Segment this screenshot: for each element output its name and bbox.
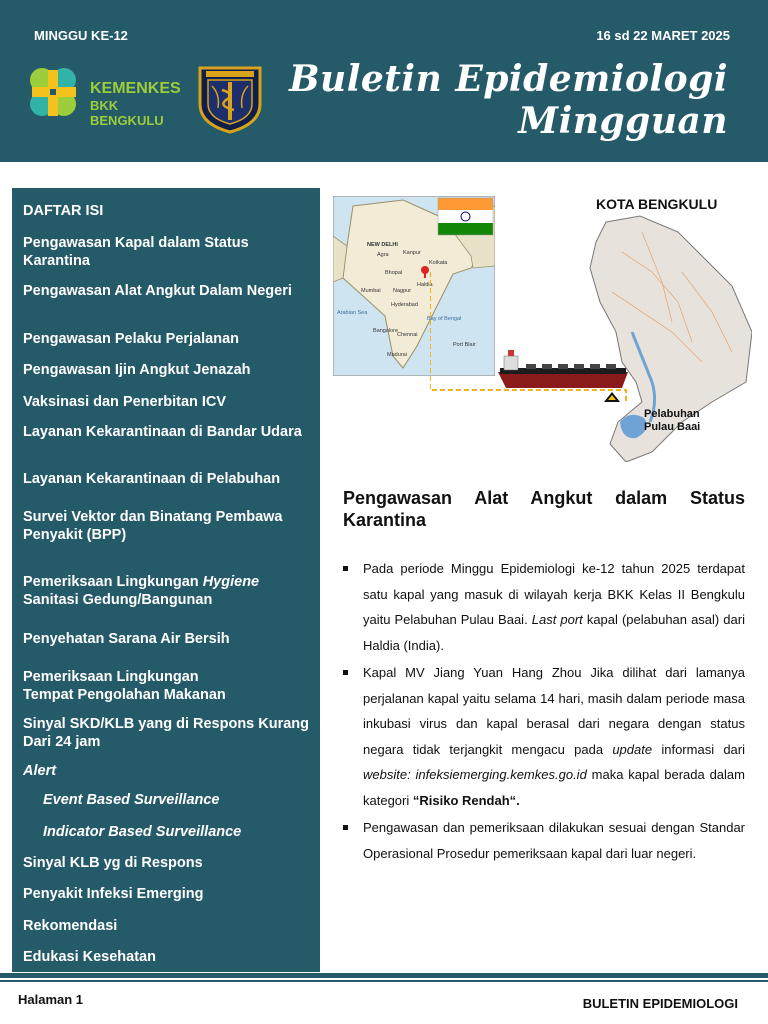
toc-item[interactable]: Sinyal SKD/KLB yang di Respons Kurang Dari 24 jam xyxy=(23,716,310,750)
karantina-kesehatan-emblem xyxy=(196,64,264,134)
kemenkes-logo xyxy=(22,62,192,128)
toc-item[interactable]: Penyakit Infeksi Emerging xyxy=(23,886,204,902)
toc-item[interactable] xyxy=(23,573,313,609)
map-label: Agra xyxy=(377,252,389,258)
map-label: Bhopal xyxy=(385,270,403,276)
map-label: Nagpur xyxy=(393,288,412,294)
toc-item[interactable]: Sinyal KLB yg di Respons xyxy=(23,855,203,871)
toc-text: Sanitasi Gedung/Bangunan xyxy=(23,592,213,608)
bullet-paragraph xyxy=(343,815,745,866)
toc-item[interactable]: Pengawasan Kapal dalam Status Karantina xyxy=(23,235,249,269)
p2-text: informasi dari xyxy=(652,741,745,757)
port-label-line1: Pelabuhan xyxy=(644,408,700,420)
bullet-icon xyxy=(343,825,348,830)
section-title-line1: Pengawasan Alat Angkut dalam Status xyxy=(343,488,745,508)
map-label: Haldia xyxy=(417,282,433,288)
toc-item[interactable]: Vaksinasi dan Penerbitan ICV xyxy=(23,394,227,410)
p2-text: Kapal MV Jiang Yuan Hang Zhou Jika dilihat dari lamanya perjalanan kapal yaitu selama 14 hari, masih dalam periode masa inkubasi virus dan kapal berasal dari negara dengan status negara tidak terjangkit mengacu pada xyxy=(363,665,745,757)
map-label: Kolkata xyxy=(429,260,448,266)
p1-text: kapal (pelabuhan asal) dari Haldia (India). xyxy=(363,612,745,653)
toc-item[interactable]: Layanan Kekarantinaan di Pelabuhan xyxy=(23,471,281,487)
toc-text: Pemeriksaan Lingkungan xyxy=(23,574,199,590)
footer-rule-thin xyxy=(0,980,768,982)
footer-rule xyxy=(0,973,768,978)
table-of-contents xyxy=(12,188,320,972)
bullet-icon xyxy=(343,566,348,571)
toc-item[interactable]: Pengawasan Ijin Angkut Jenazah xyxy=(23,362,251,378)
bulletin-title-line2: Mingguan xyxy=(518,100,728,142)
toc-item[interactable]: Survei Vektor dan Binatang Pembawa Penyakit (BPP) xyxy=(23,509,283,543)
toc-subitem[interactable]: Indicator Based Surveillance xyxy=(43,824,242,840)
map-label: Arabian Sea xyxy=(337,310,368,316)
content-bullets xyxy=(343,556,745,868)
date-range: 16 sd 22 MARET 2025 xyxy=(596,28,730,43)
kota-bengkulu-label: KOTA BENGKULU xyxy=(596,196,718,212)
p2-italic: update xyxy=(612,741,653,757)
section-title-line2: Karantina xyxy=(343,510,427,530)
map-label: Bay of Bengal xyxy=(427,316,462,322)
toc-text: Pemeriksaan Lingkungan xyxy=(23,669,199,685)
footer-label: BULETIN EPIDEMIOLOGI xyxy=(582,996,738,1011)
toc-item[interactable]: Layanan Kekarantinaan di Bandar Udara xyxy=(23,424,302,440)
bullet-paragraph xyxy=(343,556,745,658)
toc-item[interactable]: Pengawasan Alat Angkut Dalam Negeri xyxy=(23,283,292,299)
map-label: Hyderabad xyxy=(391,302,418,308)
p1-italic: Last port xyxy=(531,612,583,627)
map-label: Mumbai xyxy=(361,288,381,294)
map-label: Bangalore xyxy=(373,328,399,334)
bullet-icon xyxy=(343,670,348,675)
map-label: Chennai xyxy=(397,332,418,338)
toc-item[interactable] xyxy=(23,668,313,704)
toc-item[interactable]: Rekomendasi xyxy=(23,918,118,934)
port-label xyxy=(644,408,700,434)
toc-text: Tempat Pengolahan Makanan xyxy=(23,687,226,703)
bulletin-title-line1: Buletin Epidemiologi xyxy=(289,58,728,100)
toc-item[interactable]: Penyehatan Sarana Air Bersih xyxy=(23,631,230,647)
bullet-paragraph xyxy=(343,660,745,813)
toc-item[interactable]: Pengawasan Pelaku Perjalanan xyxy=(23,331,239,347)
p2-text: maka kapal berada dalam kategori xyxy=(363,767,745,808)
p3-text: Pengawasan dan pemeriksaan dilakukan sesuai dengan Standar Operasional Prosedur pemeriksaan kapal dari luar negeri. xyxy=(363,820,745,861)
port-label-line2: Pulau Baai xyxy=(644,421,701,433)
map-label: NEW DELHI xyxy=(367,242,398,248)
toc-subitem[interactable]: Event Based Surveillance xyxy=(43,792,220,808)
header-banner xyxy=(0,0,768,162)
toc-item[interactable]: Alert xyxy=(23,763,57,779)
logo-text-kemenkes: KEMENKES xyxy=(90,80,181,97)
p1-text: Pada periode Minggu Epidemiologi ke-12 tahun 2025 terdapat satu kapal yang masuk di wilayah kerja BKK Kelas II Bengkulu yaitu Pelabuhan Pulau Baai. xyxy=(363,561,745,627)
page-number: Halaman 1 xyxy=(18,992,84,1007)
p2-risk-category: “Risiko Rendah“. xyxy=(412,792,520,808)
toc-text-italic: Hygiene xyxy=(202,574,260,590)
toc-item[interactable]: Edukasi Kesehatan xyxy=(23,949,156,965)
toc-heading: DAFTAR ISI xyxy=(23,203,104,219)
map-label: Port Blair xyxy=(453,342,476,348)
week-label: MINGGU KE-12 xyxy=(34,28,128,43)
logo-text-bkk: BKK BENGKULU xyxy=(90,98,164,128)
map-label: Kanpur xyxy=(403,250,421,256)
india-flag-icon xyxy=(438,198,493,235)
p2-website: website: infeksiemerging.kemkes.go.id xyxy=(363,767,587,782)
section-title xyxy=(343,487,745,531)
kemenkes-icon xyxy=(22,62,86,124)
map-label: Madurai xyxy=(387,352,407,358)
